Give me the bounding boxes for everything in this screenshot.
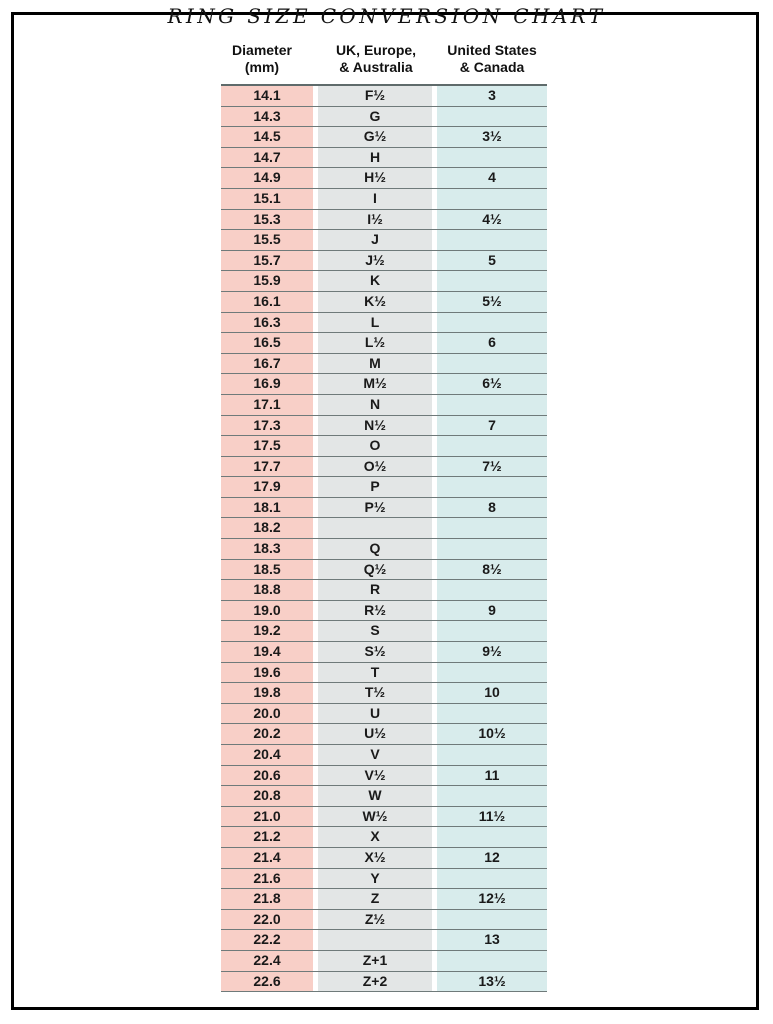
- uk-size-cell: Z+2: [318, 972, 432, 992]
- table-row: [221, 889, 547, 910]
- uk-size-cell: S: [318, 621, 432, 641]
- uk-size-cell: M: [318, 354, 432, 374]
- us-size-cell: [437, 621, 547, 641]
- table-row: [221, 827, 547, 848]
- us-size-cell: 8½: [437, 560, 547, 580]
- uk-size-cell: J½: [318, 251, 432, 271]
- uk-size-cell: I½: [318, 210, 432, 230]
- table-row: [221, 477, 547, 498]
- diameter-cell: 17.7: [221, 457, 313, 477]
- diameter-cell: 15.5: [221, 230, 313, 250]
- diameter-cell: 15.3: [221, 210, 313, 230]
- table-row: [221, 210, 547, 231]
- diameter-cell: 15.1: [221, 189, 313, 209]
- us-size-cell: 6: [437, 333, 547, 353]
- diameter-cell: 16.7: [221, 354, 313, 374]
- ring-size-table: [221, 84, 547, 992]
- diameter-cell: 19.8: [221, 683, 313, 703]
- uk-size-cell: L½: [318, 333, 432, 353]
- table-row: [221, 724, 547, 745]
- us-size-cell: 4½: [437, 210, 547, 230]
- us-size-cell: 6½: [437, 374, 547, 394]
- uk-size-cell: W½: [318, 807, 432, 827]
- table-row: [221, 416, 547, 437]
- table-row: [221, 786, 547, 807]
- us-size-cell: 13½: [437, 972, 547, 992]
- diameter-cell: 17.1: [221, 395, 313, 415]
- table-row: [221, 168, 547, 189]
- us-size-cell: 5½: [437, 292, 547, 312]
- diameter-cell: 22.2: [221, 930, 313, 950]
- us-size-cell: 13: [437, 930, 547, 950]
- us-size-cell: [437, 704, 547, 724]
- diameter-cell: 22.0: [221, 910, 313, 930]
- uk-size-cell: H: [318, 148, 432, 168]
- chart-title: RING SIZE CONVERSION CHART: [167, 4, 606, 28]
- uk-size-cell: P: [318, 477, 432, 497]
- diameter-cell: 21.8: [221, 889, 313, 909]
- table-row: [221, 518, 547, 539]
- diameter-cell: 18.8: [221, 580, 313, 600]
- table-row: [221, 148, 547, 169]
- table-row: [221, 86, 547, 107]
- us-size-cell: 9½: [437, 642, 547, 662]
- us-size-cell: [437, 827, 547, 847]
- us-size-cell: [437, 663, 547, 683]
- table-row: [221, 910, 547, 931]
- header-us-canada: United States & Canada: [447, 42, 537, 75]
- diameter-cell: 15.7: [221, 251, 313, 271]
- uk-size-cell: S½: [318, 642, 432, 662]
- table-row: [221, 498, 547, 519]
- us-size-cell: 3: [437, 86, 547, 106]
- diameter-cell: 14.9: [221, 168, 313, 188]
- diameter-cell: 20.6: [221, 766, 313, 786]
- table-row: [221, 292, 547, 313]
- uk-size-cell: T½: [318, 683, 432, 703]
- us-size-cell: [437, 271, 547, 291]
- diameter-cell: 19.4: [221, 642, 313, 662]
- table-row: [221, 807, 547, 828]
- table-row: [221, 663, 547, 684]
- us-size-cell: [437, 230, 547, 250]
- uk-size-cell: T: [318, 663, 432, 683]
- uk-size-cell: X½: [318, 848, 432, 868]
- uk-size-cell: Z+1: [318, 951, 432, 971]
- diameter-cell: 17.9: [221, 477, 313, 497]
- diameter-cell: 21.6: [221, 869, 313, 889]
- diameter-cell: 22.4: [221, 951, 313, 971]
- table-row: [221, 580, 547, 601]
- uk-size-cell: Q: [318, 539, 432, 559]
- uk-size-cell: Z: [318, 889, 432, 909]
- us-size-cell: 12: [437, 848, 547, 868]
- us-size-cell: [437, 477, 547, 497]
- us-size-cell: [437, 910, 547, 930]
- us-size-cell: 7: [437, 416, 547, 436]
- us-size-cell: [437, 354, 547, 374]
- diameter-cell: 14.3: [221, 107, 313, 127]
- diameter-cell: 21.0: [221, 807, 313, 827]
- table-row: [221, 271, 547, 292]
- header-uk-europe-australia: UK, Europe, & Australia: [335, 42, 417, 75]
- table-row: [221, 704, 547, 725]
- table-row: [221, 930, 547, 951]
- uk-size-cell: G½: [318, 127, 432, 147]
- us-size-cell: [437, 539, 547, 559]
- us-size-cell: [437, 745, 547, 765]
- table-row: [221, 457, 547, 478]
- us-size-cell: [437, 951, 547, 971]
- table-row: [221, 745, 547, 766]
- uk-size-cell: N½: [318, 416, 432, 436]
- header-diameter: Diameter (mm): [232, 42, 292, 75]
- uk-size-cell: W: [318, 786, 432, 806]
- diameter-cell: 21.2: [221, 827, 313, 847]
- us-size-cell: [437, 148, 547, 168]
- table-row: [221, 374, 547, 395]
- diameter-cell: 20.4: [221, 745, 313, 765]
- table-row: [221, 766, 547, 787]
- diameter-cell: 16.9: [221, 374, 313, 394]
- diameter-cell: 17.5: [221, 436, 313, 456]
- us-size-cell: 10½: [437, 724, 547, 744]
- uk-size-cell: I: [318, 189, 432, 209]
- uk-size-cell: O: [318, 436, 432, 456]
- uk-size-cell: P½: [318, 498, 432, 518]
- diameter-cell: 16.5: [221, 333, 313, 353]
- uk-size-cell: K: [318, 271, 432, 291]
- uk-size-cell: U½: [318, 724, 432, 744]
- uk-size-cell: X: [318, 827, 432, 847]
- us-size-cell: [437, 786, 547, 806]
- uk-size-cell: R: [318, 580, 432, 600]
- table-row: [221, 313, 547, 334]
- uk-size-cell: G: [318, 107, 432, 127]
- table-row: [221, 189, 547, 210]
- diameter-cell: 15.9: [221, 271, 313, 291]
- uk-size-cell: [318, 930, 432, 950]
- uk-size-cell: L: [318, 313, 432, 333]
- table-row: [221, 869, 547, 890]
- diameter-cell: 14.5: [221, 127, 313, 147]
- table-row: [221, 972, 547, 993]
- diameter-cell: 20.2: [221, 724, 313, 744]
- table-row: [221, 354, 547, 375]
- table-row: [221, 621, 547, 642]
- us-size-cell: [437, 580, 547, 600]
- table-row: [221, 333, 547, 354]
- us-size-cell: 8: [437, 498, 547, 518]
- us-size-cell: 3½: [437, 127, 547, 147]
- diameter-cell: 19.2: [221, 621, 313, 641]
- table-row: [221, 107, 547, 128]
- table-row: [221, 951, 547, 972]
- diameter-cell: 18.2: [221, 518, 313, 538]
- diameter-cell: 20.0: [221, 704, 313, 724]
- us-size-cell: 4: [437, 168, 547, 188]
- us-size-cell: 7½: [437, 457, 547, 477]
- uk-size-cell: Y: [318, 869, 432, 889]
- us-size-cell: [437, 518, 547, 538]
- table-row: [221, 642, 547, 663]
- diameter-cell: 18.1: [221, 498, 313, 518]
- uk-size-cell: Z½: [318, 910, 432, 930]
- uk-size-cell: V½: [318, 766, 432, 786]
- diameter-cell: 22.6: [221, 972, 313, 992]
- diameter-cell: 14.1: [221, 86, 313, 106]
- table-row: [221, 127, 547, 148]
- diameter-cell: 18.5: [221, 560, 313, 580]
- uk-size-cell: N: [318, 395, 432, 415]
- table-row: [221, 436, 547, 457]
- table-row: [221, 848, 547, 869]
- us-size-cell: 11½: [437, 807, 547, 827]
- uk-size-cell: H½: [318, 168, 432, 188]
- uk-size-cell: O½: [318, 457, 432, 477]
- diameter-cell: 16.1: [221, 292, 313, 312]
- table-row: [221, 601, 547, 622]
- uk-size-cell: Q½: [318, 560, 432, 580]
- diameter-cell: 19.0: [221, 601, 313, 621]
- diameter-cell: 20.8: [221, 786, 313, 806]
- uk-size-cell: R½: [318, 601, 432, 621]
- uk-size-cell: K½: [318, 292, 432, 312]
- uk-size-cell: [318, 518, 432, 538]
- uk-size-cell: F½: [318, 86, 432, 106]
- table-row: [221, 230, 547, 251]
- us-size-cell: 9: [437, 601, 547, 621]
- diameter-cell: 18.3: [221, 539, 313, 559]
- uk-size-cell: U: [318, 704, 432, 724]
- uk-size-cell: M½: [318, 374, 432, 394]
- diameter-cell: 21.4: [221, 848, 313, 868]
- us-size-cell: [437, 107, 547, 127]
- table-row: [221, 251, 547, 272]
- diameter-cell: 14.7: [221, 148, 313, 168]
- us-size-cell: [437, 395, 547, 415]
- us-size-cell: [437, 189, 547, 209]
- diameter-cell: 19.6: [221, 663, 313, 683]
- us-size-cell: 10: [437, 683, 547, 703]
- table-row: [221, 560, 547, 581]
- us-size-cell: 11: [437, 766, 547, 786]
- diameter-cell: 16.3: [221, 313, 313, 333]
- us-size-cell: 12½: [437, 889, 547, 909]
- us-size-cell: [437, 313, 547, 333]
- uk-size-cell: V: [318, 745, 432, 765]
- table-row: [221, 395, 547, 416]
- us-size-cell: [437, 436, 547, 456]
- us-size-cell: 5: [437, 251, 547, 271]
- uk-size-cell: J: [318, 230, 432, 250]
- table-row: [221, 539, 547, 560]
- table-row: [221, 683, 547, 704]
- us-size-cell: [437, 869, 547, 889]
- diameter-cell: 17.3: [221, 416, 313, 436]
